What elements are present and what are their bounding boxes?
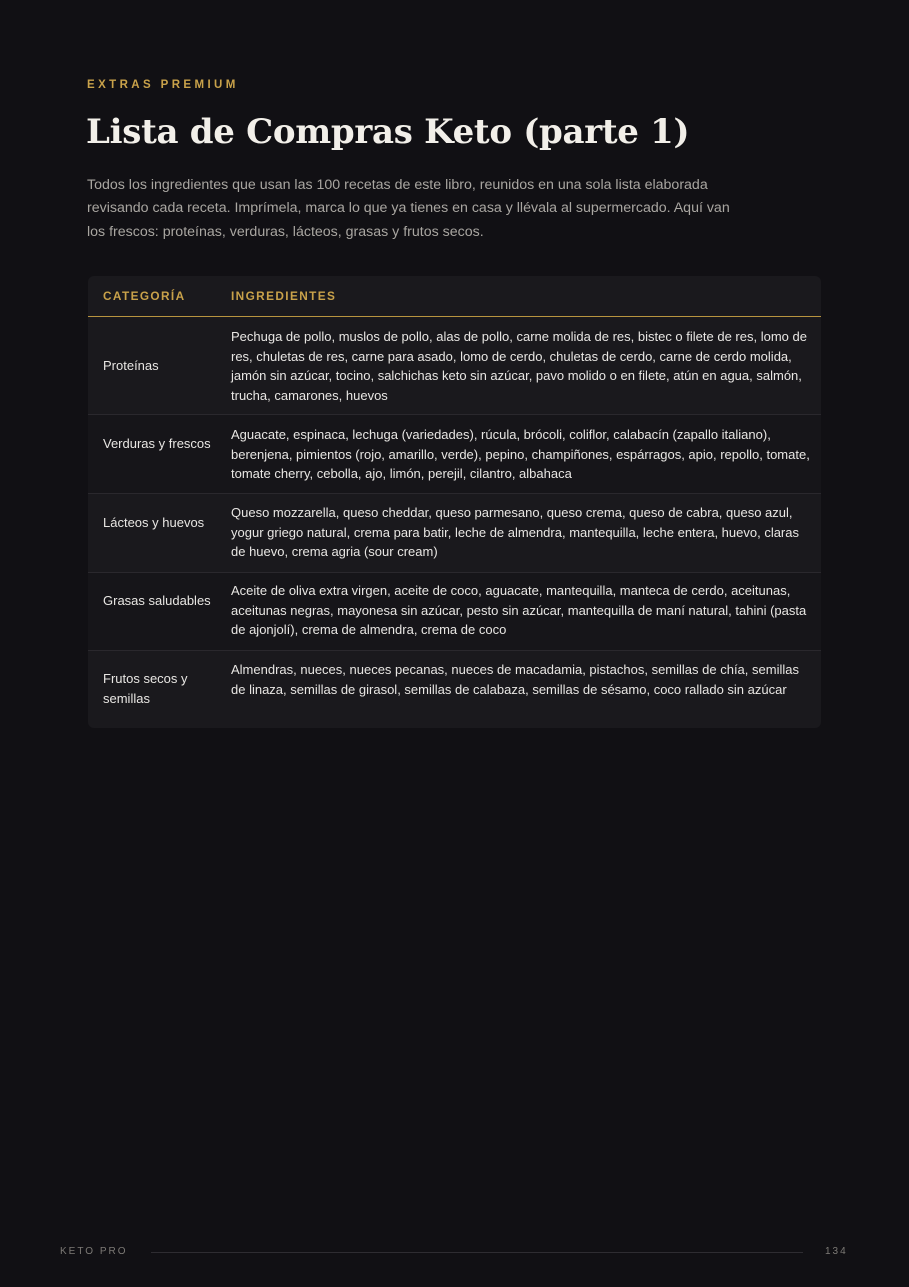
shopping-list-table	[88, 276, 821, 728]
page-number: 134	[825, 1246, 848, 1257]
footer-divider	[151, 1252, 803, 1253]
column-header-category: CATEGORÍA	[103, 289, 186, 303]
row-ingredients: Aceite de oliva extra virgen, aceite de coco, aguacate, mantequilla, manteca de cerdo, aceitunas, aceitunas negras, mayonesa sin azúcar, pesto sin azúcar, mantequilla de maní natural, tahini (pasta de ajonjolí), crema de almendra, crema de coco	[231, 583, 807, 637]
table-row-fats	[88, 573, 821, 651]
row-ingredients: Aguacate, espinaca, lechuga (variedades), rúcula, brócoli, coliflor, calabacín (zapallo italiano), berenjena, pimientos (rojo, amarillo, verde), pepino, champiñones, espárragos, apio, repollo, tomate, tomate cherry, cebolla, ajo, limón, perejil, cilantro, albahaca	[231, 427, 810, 481]
row-category: Grasas saludables	[103, 593, 211, 608]
row-ingredients: Almendras, nueces, nueces pecanas, nueces de macadamia, pistachos, semillas de chía, semillas de linaza, semillas de girasol, semillas de calabaza, semillas de sésamo, coco rallado sin azúcar	[231, 662, 799, 697]
column-header-ingredients: INGREDIENTES	[231, 289, 337, 303]
footer-brand: KETO PRO	[60, 1246, 128, 1257]
table-row-vegetables	[88, 415, 821, 494]
table-row-proteins	[88, 317, 821, 415]
intro-paragraph: Todos los ingredientes que usan las 100 recetas de este libro, reunidos en una sola lista elaborada revisando cada receta. Imprímela, marca lo que ya tienes en casa y llévala al supermercado. Aquí van los frescos: proteínas, verduras, lácteos, grasas y frutos secos.	[87, 177, 730, 240]
row-category: Lácteos y huevos	[103, 515, 205, 530]
table-row-nuts-seeds	[88, 651, 821, 728]
page-title: Lista de Compras Keto (parte 1)	[86, 112, 690, 152]
table-header	[88, 276, 821, 317]
table-row-dairy	[88, 494, 821, 573]
row-ingredients: Pechuga de pollo, muslos de pollo, alas de pollo, carne molida de res, bistec o filete de res, lomo de res, chuletas de res, carne para asado, lomo de cerdo, chuletas de cerdo, carne de cerdo molida, jamón sin azúcar, tocino, salchichas keto sin azúcar, pavo molido o en filete, atún en agua, salmón, trucha, camarones, huevos	[231, 329, 807, 403]
row-category: Proteínas	[103, 358, 159, 373]
section-eyebrow: EXTRAS PREMIUM	[87, 79, 239, 91]
row-category: Verduras y frescos	[103, 436, 211, 451]
row-ingredients: Queso mozzarella, queso cheddar, queso parmesano, queso crema, queso de cabra, queso azul, yogur griego natural, crema para batir, leche de almendra, mantequilla, leche entera, huevo, claras de huevo, crema agria (sour cream)	[231, 505, 799, 559]
row-category: Frutos secos y semillas	[103, 671, 188, 706]
